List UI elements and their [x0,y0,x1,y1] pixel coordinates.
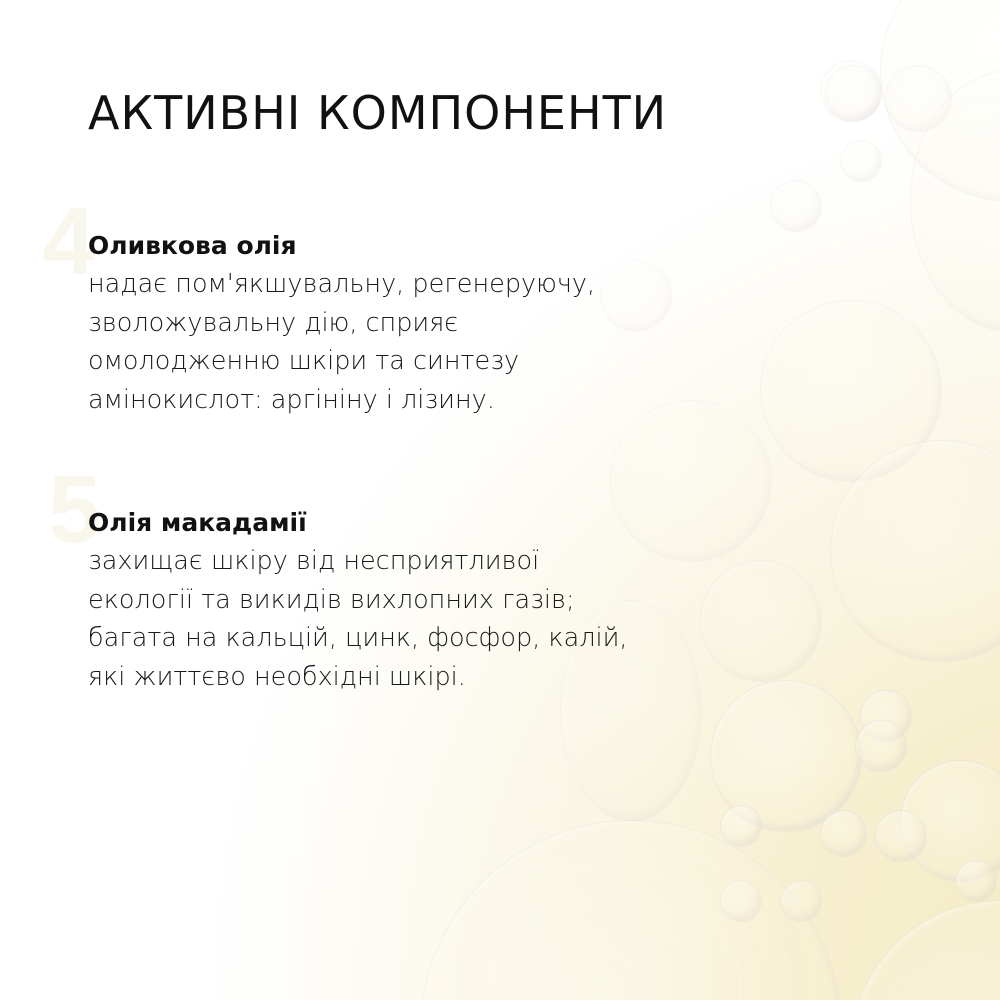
component-title: Оливкова олія [88,231,297,260]
item-number-4: 4 [42,188,96,295]
component-description [88,265,595,419]
description-line: які життєво необхідні шкірі. [88,661,466,692]
description-line: омолодженню шкіри та синтезу [88,346,520,376]
description-line: надає пом'якшувальну, регенеруючу, [88,269,596,299]
component-macadamia-oil [88,504,627,696]
component-olive-oil [88,227,595,419]
description-line: захищає шкіру від несприятливої [88,546,540,576]
component-title: Олія макадамії [88,508,307,537]
description-line: амінокислот: аргініну і лізину. [88,384,495,415]
item-number-5: 5 [48,456,102,563]
description-line: багата на кальцій, цинк, фосфор, калій, [88,623,628,653]
description-line: екології та викидів вихлопних газів; [88,584,575,615]
component-description [88,542,627,696]
description-line: зволожувальну дію, сприяє [88,307,459,338]
page-title: АКТИВНІ КОМПОНЕНТИ [88,86,668,140]
